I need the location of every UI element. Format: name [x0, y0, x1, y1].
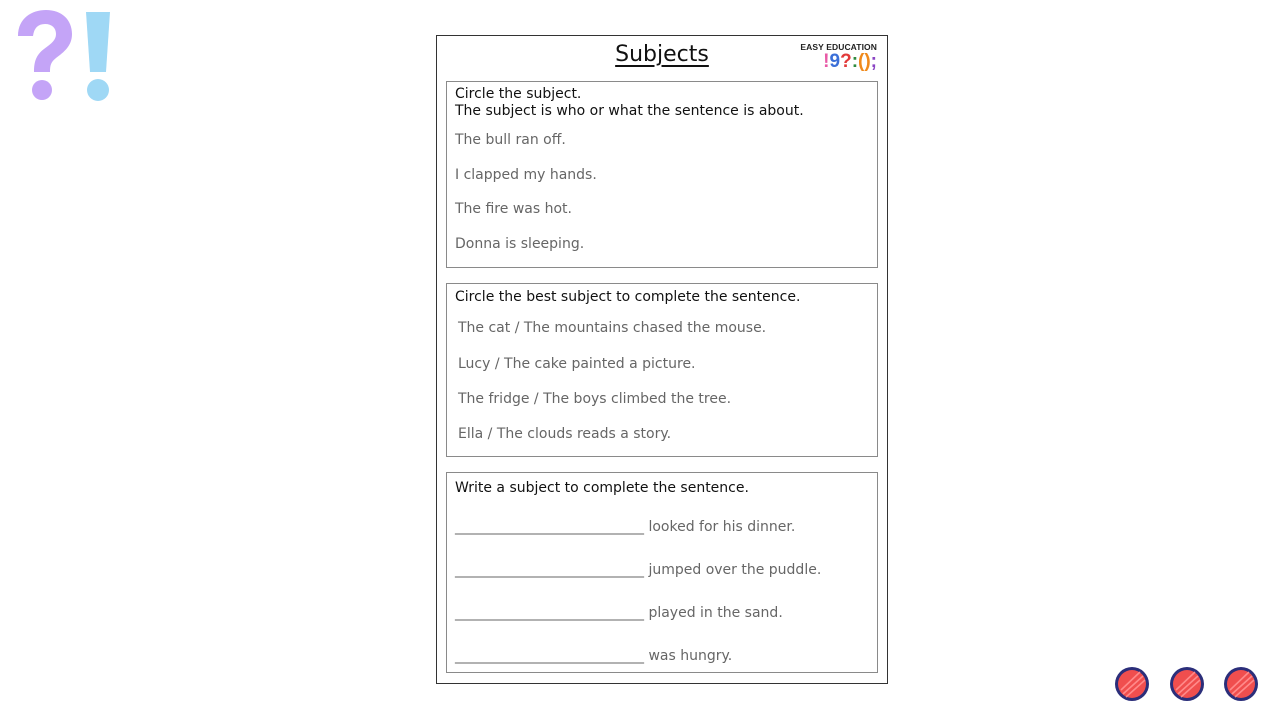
section1-sentence: The fire was hot. [455, 201, 572, 217]
section3-sentence: ___________________________ played in the sand. [455, 605, 783, 621]
section1-definition: The subject is who or what the sentence is about. [455, 103, 804, 119]
section3-instruction: Write a subject to complete the sentence. [455, 480, 749, 496]
scribble-dot-icon [1170, 667, 1204, 701]
worksheet-page [436, 35, 888, 684]
section1-sentence: Donna is sleeping. [455, 236, 585, 252]
circle-subject-section [446, 81, 878, 268]
section1-sentence: The bull ran off. [455, 132, 566, 148]
write-subject-section [446, 472, 878, 673]
section2-instruction: Circle the best subject to complete the sentence. [455, 289, 801, 305]
brand-punctuation-marks: !9?:(); [823, 51, 877, 72]
best-subject-section [446, 283, 878, 457]
section2-sentence: The cat / The mountains chased the mouse. [458, 320, 767, 336]
section3-sentence: ___________________________ jumped over the puddle. [455, 562, 822, 578]
section3-sentence: ___________________________ looked for his dinner. [455, 519, 796, 535]
section1-sentence: I clapped my hands. [455, 167, 597, 183]
punctuation-logo [10, 8, 120, 104]
worksheet-title: Subjects [615, 42, 709, 67]
exclamation-mark-icon [86, 12, 110, 101]
easy-education-logo [797, 42, 877, 72]
section3-sentence: ___________________________ was hungry. [455, 648, 733, 664]
section2-sentence: Ella / The clouds reads a story. [458, 426, 672, 442]
brand-name: EASY EDUCATION [800, 42, 877, 52]
footer-dots [1112, 664, 1262, 704]
section1-instruction: Circle the subject. [455, 86, 582, 102]
section2-sentence: Lucy / The cake painted a picture. [458, 356, 696, 372]
question-mark-icon [18, 10, 72, 100]
scribble-dot-icon [1224, 667, 1258, 701]
section2-sentence: The fridge / The boys climbed the tree. [458, 391, 732, 407]
scribble-dot-icon [1115, 667, 1149, 701]
